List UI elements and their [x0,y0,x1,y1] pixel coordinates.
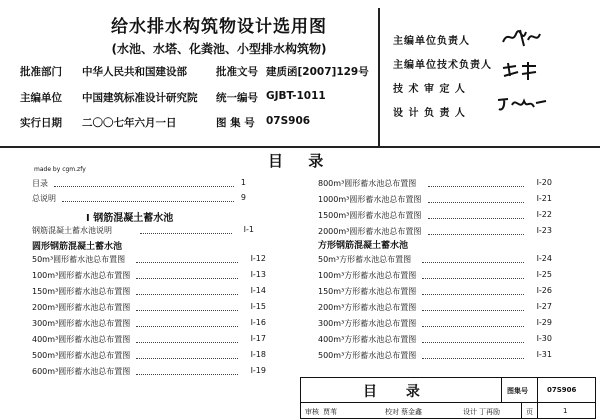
toc-entry[interactable] [318,254,552,265]
sig-label-reviewer: 技 术 审 定 人 [393,84,466,95]
toc-entry-text: 300m³圆形蓄水池总布置图 [32,319,131,328]
title-block [300,377,596,419]
leader-dots [428,202,524,203]
toc-entry-text: 200m³方形蓄水池总布置图 [318,303,417,312]
toc-entry-page: Ⅰ-26 [536,286,552,295]
leader-dots [136,326,238,327]
toc-entry-section-note[interactable] [32,225,254,236]
sig-label-chief: 主编单位负责人 [393,36,470,47]
toc-entry-text: 200m³圆形蓄水池总布置图 [32,303,131,312]
toc-entry[interactable] [32,254,266,265]
toc-entry-page: Ⅰ-21 [536,194,552,203]
atlas-label: 图集号 [507,387,528,395]
review-label: 审核 [305,408,319,416]
leader-dots [428,234,524,235]
toc-entry[interactable] [318,350,552,361]
leader-dots [62,201,234,202]
toc-title: 目 录 [268,152,334,170]
unified-no-label: 统一编号 [216,92,258,104]
header-block [66,8,372,57]
toc-entry-page: Ⅰ-23 [536,226,552,235]
approval-dept-label: 批准部门 [20,66,62,78]
toc-entry-page: Ⅰ-30 [536,334,552,343]
toc-entry-text: 钢筋混凝土蓄水池说明 [32,226,112,235]
page-value: 1 [563,407,568,415]
title-block-rule [521,402,522,418]
leader-dots [422,262,524,263]
toc-entry-text: 150m³圆形蓄水池总布置图 [32,287,131,296]
leader-dots [136,342,238,343]
square-pool-heading: 方形钢筋混凝土蓄水池 [318,241,409,251]
toc-entry[interactable] [318,318,552,329]
atlas-subtitle: (水池、水塔、化粪池、小型排水构筑物) [111,42,327,56]
page-label: 页 [526,408,533,416]
toc-entry-text: 总说明 [32,194,56,203]
approval-doc-value: 建质函[2007]129号 [266,66,369,78]
toc-entry-text: 150m³方形蓄水池总布置图 [318,287,417,296]
title-block-rule [301,402,595,403]
sig-label-designer: 设 计 负 责 人 [393,108,466,119]
toc-entry[interactable] [318,194,552,205]
toc-entry[interactable] [32,334,266,345]
review-name: 贾苇 [323,408,337,416]
toc-entry[interactable] [318,286,552,297]
toc-entry-text: 1000m³圆形蓄水池总布置图 [318,195,422,204]
toc-entry[interactable] [318,334,552,345]
toc-entry-page: Ⅰ-1 [243,225,254,234]
round-pool-heading: 圆形钢筋混凝土蓄水池 [32,242,123,252]
toc-entry-page: Ⅰ-20 [536,178,552,187]
leader-dots [422,326,524,327]
toc-entry-page: 9 [240,193,246,202]
check-name: 蔡金鑫 [401,408,422,416]
check-label: 校对 [385,408,399,416]
toc-entry-text: 500m³圆形蓄水池总布置图 [32,351,131,360]
leader-dots [136,358,238,359]
header-divider [378,8,380,146]
toc-entry-text: 400m³方形蓄水池总布置图 [318,335,417,344]
leader-dots [428,218,524,219]
design-label: 设计 [463,408,477,416]
made-by-note: made by cgm.zfy [34,166,86,173]
toc-entry-page: Ⅰ-12 [250,254,266,263]
toc-entry-text: 600m³圆形蓄水池总布置图 [32,367,131,376]
toc-entry-page: Ⅰ-25 [536,270,552,279]
toc-entry-text: 2000m³圆形蓄水池总布置图 [318,227,422,236]
leader-dots [422,310,524,311]
toc-entry-page: Ⅰ-16 [250,318,266,327]
header-bottom-rule [0,146,600,148]
title-block-rule [537,378,538,418]
toc-entry-page: Ⅰ-18 [250,350,266,359]
toc-entry-text: 1500m³圆形蓄水池总布置图 [318,211,422,220]
approval-dept-value: 中华人民共和国建设部 [82,66,187,78]
handwritten-signature-2 [500,60,540,82]
toc-entry-page: Ⅰ-13 [250,270,266,279]
toc-entry-text: 300m³方形蓄水池总布置图 [318,319,417,328]
toc-entry-text: 50m³方形蓄水池总布置图 [318,255,412,264]
leader-dots [422,294,524,295]
toc-entry-page: Ⅰ-29 [536,318,552,327]
toc-entry-text: 50m³圆形蓄水池总布置图 [32,255,126,264]
atlas-no-label: 图 集 号 [216,117,255,129]
atlas-no-value: 07S906 [266,115,311,127]
toc-entry-page: Ⅰ-15 [250,302,266,311]
leader-dots [136,374,238,375]
leader-dots [136,294,238,295]
toc-entry-text: 400m³圆形蓄水池总布置图 [32,335,131,344]
toc-entry[interactable] [32,286,266,297]
unified-no-value: GJBT-1011 [266,90,326,102]
toc-entry[interactable] [318,178,552,189]
leader-dots [136,310,238,311]
handwritten-signature-1 [500,26,546,48]
toc-entry[interactable] [318,210,552,221]
atlas-title: 给水排水构筑物设计选用图 [111,17,327,37]
leader-dots [136,278,238,279]
sig-label-tech-chief: 主编单位技术负责人 [393,60,492,71]
toc-entry-page: Ⅰ-14 [250,286,266,295]
toc-entry-page: Ⅰ-22 [536,210,552,219]
toc-entry-page: Ⅰ-24 [536,254,552,263]
toc-entry-page: Ⅰ-31 [536,350,552,359]
impl-date-value: 二〇〇七年六月一日 [82,117,177,129]
leader-dots [54,186,234,187]
leader-dots [140,233,232,234]
impl-date-label: 实行日期 [20,117,62,129]
toc-entry[interactable] [318,226,552,237]
design-name: 丁再励 [479,408,500,416]
toc-entry-contents[interactable] [32,178,246,189]
leader-dots [428,186,524,187]
toc-entry[interactable] [318,302,552,313]
title-block-title: 目 录 [363,384,432,400]
toc-entry[interactable] [318,270,552,281]
leader-dots [136,262,238,263]
toc-entry[interactable] [32,270,266,281]
leader-dots [422,342,524,343]
section-heading-1: Ⅰ 钢筋混凝土蓄水池 [86,213,174,224]
leader-dots [422,278,524,279]
toc-entry-general-notes[interactable] [32,193,246,204]
toc-entry[interactable] [32,350,266,361]
toc-entry-page: Ⅰ-17 [250,334,266,343]
toc-entry-text: 100m³圆形蓄水池总布置图 [32,271,131,280]
toc-entry-text: 100m³方形蓄水池总布置图 [318,271,417,280]
editor-unit-value: 中国建筑标准设计研究院 [82,92,198,104]
toc-entry-text: 目录 [32,179,48,188]
approval-doc-label: 批准文号 [216,66,258,78]
toc-entry[interactable] [32,318,266,329]
toc-entry-page: Ⅰ-19 [250,366,266,375]
toc-entry[interactable] [32,302,266,313]
editor-unit-label: 主编单位 [20,92,62,104]
handwritten-signature-3 [496,95,548,113]
atlas-value: 07S906 [547,386,577,394]
toc-entry-text: 500m³方形蓄水池总布置图 [318,351,417,360]
title-block-rule [501,378,502,402]
toc-entry[interactable] [32,366,266,377]
toc-entry-page: 1 [240,178,246,187]
toc-entry-text: 800m³圆形蓄水池总布置图 [318,179,417,188]
toc-entry-page: Ⅰ-27 [536,302,552,311]
leader-dots [422,358,524,359]
